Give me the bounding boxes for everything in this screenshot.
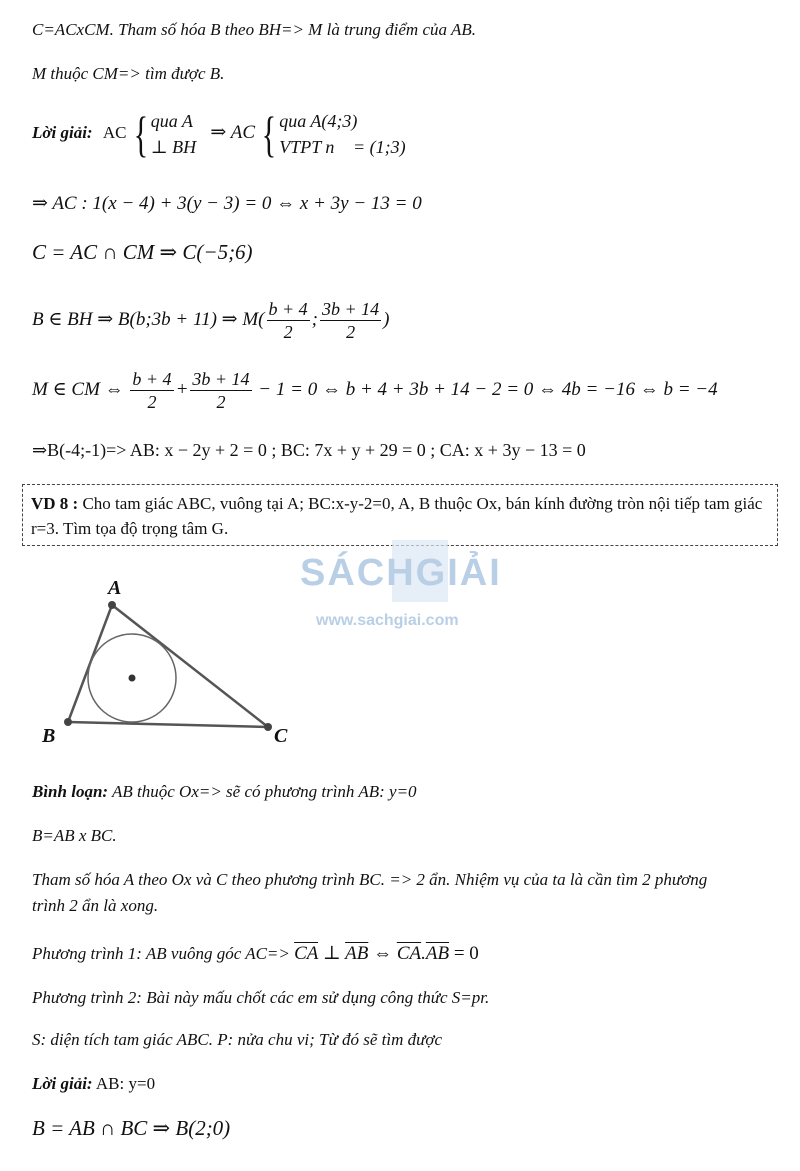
example-label: VD 8 : (31, 494, 79, 513)
side-ac (112, 605, 268, 727)
system-row-3: qua A(4;3) (279, 111, 358, 131)
fraction-2 (320, 298, 381, 343)
frac-den: 2 (216, 392, 226, 412)
system-row-4: VTPT n⃗ = (1;3) (279, 137, 406, 157)
fraction-1 (267, 298, 310, 343)
implies-ac: ⇒ AC (210, 121, 255, 143)
vector-ab-2: $\overline{AB}$ (425, 943, 450, 964)
incenter-point (129, 675, 136, 682)
frac-den: 2 (147, 392, 157, 412)
solution-1-system (32, 108, 406, 160)
eq3-prefix: B ∈ BH ⇒ B(b;3b + 11) ⇒ M( (32, 308, 265, 330)
vertex-b (64, 718, 72, 726)
system-row-2: ⊥ BH (150, 137, 197, 157)
frac-num: b + 4 (268, 299, 308, 319)
side-bc (68, 722, 268, 727)
eq4-rest: − 1 = 0 ⇔ b + 4 + 3b + 14 − 2 = 0 ⇔ 4b = −16 ⇔ b = −4 (258, 378, 718, 400)
solution-2-text: AB: y=0 (92, 1074, 156, 1093)
equals-zero: = 0 (449, 943, 479, 964)
frac-num: b + 4 (132, 369, 172, 389)
equation-m-cm (32, 368, 718, 413)
watermark-url: www.sachgiai.com (316, 612, 459, 629)
label-b: B (42, 725, 56, 747)
solution-2-label: Lời giải: (32, 1074, 93, 1093)
triangle-figure (30, 570, 320, 760)
solution-2-line (32, 1074, 155, 1094)
example-text: Cho tam giác ABC, vuông tại A; BC:x-y-2=0, A, B thuộc Ox, bán kính đường tròn nội tiếp tam giác r=3. Tìm tọa độ trọng tâm G. (31, 494, 763, 538)
label-a: A (108, 577, 122, 599)
frac-den: 2 (346, 322, 356, 342)
equation-b-final: B = AB ∩ BC ⇒ B(2;0) (32, 1116, 231, 1140)
perp-symbol: ⊥ (318, 943, 346, 964)
text-line-2: M thuộc CM=> tìm được B. (32, 64, 225, 83)
discussion-label: Bình loạn: (32, 782, 109, 801)
eq3-close: ) (383, 308, 390, 330)
equation-lines-abc: ⇒B(-4;-1)=> AB: x − 2y + 2 = 0 ; BC: 7x + y + 29 = 0 ; CA: x + 3y − 13 = 0 (32, 440, 586, 460)
discussion-line-5: Phương trình 2: Bài này mấu chốt các em sử dụng công thức S=pr. (32, 988, 490, 1007)
vector-ab: $\overline{AB}$ (345, 943, 369, 964)
frac-num: 3b + 14 (321, 299, 380, 319)
dot-symbol: . (421, 943, 426, 964)
vector-ca: $\overline{CA}$ (294, 943, 319, 964)
discussion-text-1: AB thuộc Ox=> sẽ có phương trình AB: y=0 (108, 782, 417, 801)
equation-ac: ⇒ AC : 1(x − 4) + 3(y − 3) = 0 ⇔ x + 3y − 13 = 0 (32, 193, 422, 214)
vertex-a (108, 601, 116, 609)
system-row-1: qua A (150, 111, 193, 131)
watermark-brand: SÁCHGIẢI (300, 552, 502, 594)
discussion-line-3b: trình 2 ẩn là xong. (32, 896, 159, 915)
ac-label: AC (102, 122, 127, 142)
equation-b-m (32, 298, 389, 343)
discussion-line-6: S: diện tích tam giác ABC. P: nửa chu vi; Từ đó sẽ tìm được (32, 1030, 443, 1049)
label-c: C (274, 725, 288, 747)
discussion-line-1 (32, 782, 417, 802)
eq4-plus: + (175, 378, 189, 400)
text-line-1: C=ACxCM. Tham số hóa B theo BH=> M là trung điểm của AB. (32, 20, 476, 39)
frac-den: 2 (283, 322, 293, 342)
vector-ca-2: $\overline{CA}$ (396, 943, 422, 964)
eq3-sep: ; (311, 308, 318, 330)
iff-symbol: ⇔ (368, 943, 397, 964)
eq4-prefix: M ∈ CM ⇔ (32, 378, 124, 400)
example-box (22, 484, 778, 546)
equation-c: C = AC ∩ CM ⇒ C(−5;6) (32, 240, 253, 264)
discussion-line-2: B=AB x BC. (32, 826, 117, 845)
brace-system-1: { qua A ⊥ BH (133, 106, 197, 162)
discussion-line-3a: Tham số hóa A theo Ox và C theo phương trình BC. => 2 ẩn. Nhiệm vụ của ta là cần tìm 2 phương (32, 870, 708, 889)
vertex-c (264, 723, 272, 731)
frac-num: 3b + 14 (192, 369, 250, 389)
fraction-4 (190, 368, 251, 413)
discussion-line-4 (32, 942, 479, 965)
solution-label: Lời giải: (32, 122, 93, 142)
fraction-3 (130, 368, 173, 413)
brace-system-2: { qua A(4;3) VTPT n⃗ = (1;3) (262, 106, 406, 162)
eq-1-text: Phương trình 1: AB vuông góc AC=> (32, 944, 295, 963)
